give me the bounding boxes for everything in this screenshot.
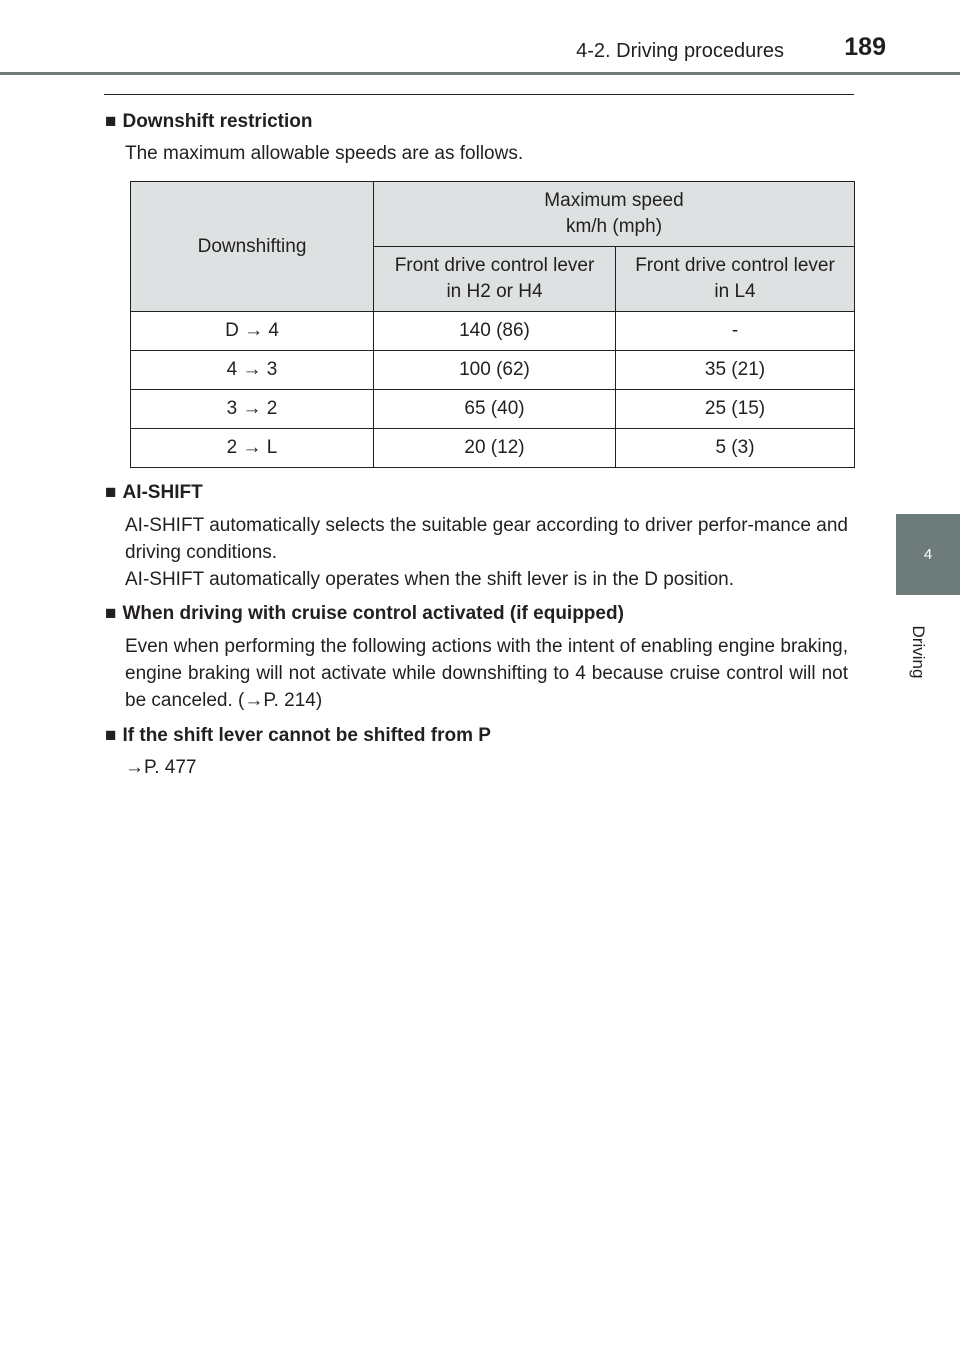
paragraph-text: The maximum allowable speeds are as follows. <box>125 143 524 164</box>
paragraph-text: Even when performing the following actions with the intent of enabling engine braking, engine braking will not activate while downshifting to 4 because cruise control will not be canceled. (→P. 214) <box>125 636 848 711</box>
cell-shift: 3 → 2 <box>131 390 374 429</box>
cell-shift: D → 4 <box>131 312 374 351</box>
header-h2-h4: Front drive control lever in H2 or H4 <box>374 247 616 312</box>
section-title: 4-2. Driving procedures <box>576 40 784 62</box>
square-bullet-icon: ■ <box>105 111 117 132</box>
table-row <box>131 390 855 429</box>
heading-text: When driving with cruise control activated (if equipped) <box>122 603 624 624</box>
paragraph <box>125 140 848 167</box>
header-l4: Front drive control lever in L4 <box>616 247 855 312</box>
table-row <box>131 429 855 468</box>
cell-l4: - <box>616 312 855 351</box>
square-bullet-icon: ■ <box>105 603 117 624</box>
header-downshifting: Downshifting <box>131 182 374 312</box>
paragraph <box>125 512 848 593</box>
square-bullet-icon: ■ <box>105 482 117 503</box>
cell-shift: 2 → L <box>131 429 374 468</box>
downshift-speed-table <box>130 181 855 468</box>
cell-h2h4: 65 (40) <box>374 390 616 429</box>
page-reference: →P. 477 <box>125 757 197 778</box>
heading-text: Downshift restriction <box>122 111 313 132</box>
paragraph <box>125 754 848 781</box>
cell-h2h4: 140 (86) <box>374 312 616 351</box>
chapter-label: Driving <box>909 625 928 679</box>
heading-text: If the shift lever cannot be shifted from P <box>122 725 491 746</box>
cell-shift: 4 → 3 <box>131 351 374 390</box>
cell-l4: 35 (21) <box>616 351 855 390</box>
square-bullet-icon: ■ <box>105 725 117 746</box>
table-row <box>131 312 855 351</box>
chapter-number: 4 <box>923 546 933 563</box>
cell-h2h4: 20 (12) <box>374 429 616 468</box>
chapter-tab <box>896 514 960 595</box>
table-row <box>131 351 855 390</box>
heading-cruise-control <box>105 603 624 625</box>
paragraph <box>125 633 848 714</box>
heading-shift-lever-p <box>105 725 491 747</box>
header-max-speed: Maximum speed km/h (mph) <box>374 182 855 247</box>
cell-h2h4: 100 (62) <box>374 351 616 390</box>
cell-l4: 5 (3) <box>616 429 855 468</box>
table-header-row <box>131 182 855 247</box>
content-rule <box>104 94 854 95</box>
header-rule <box>0 72 960 75</box>
page-number: 189 <box>844 33 886 61</box>
heading-text: AI-SHIFT <box>122 482 203 503</box>
heading-ai-shift <box>105 482 203 504</box>
paragraph-text: AI-SHIFT automatically operates when the shift lever is in the D position. <box>125 569 734 590</box>
paragraph-text: AI-SHIFT automatically selects the suitable gear according to driver perfor-mance and driving conditions. <box>125 515 848 563</box>
heading-downshift-restriction <box>105 111 313 133</box>
page-header <box>0 0 960 74</box>
cell-l4: 25 (15) <box>616 390 855 429</box>
